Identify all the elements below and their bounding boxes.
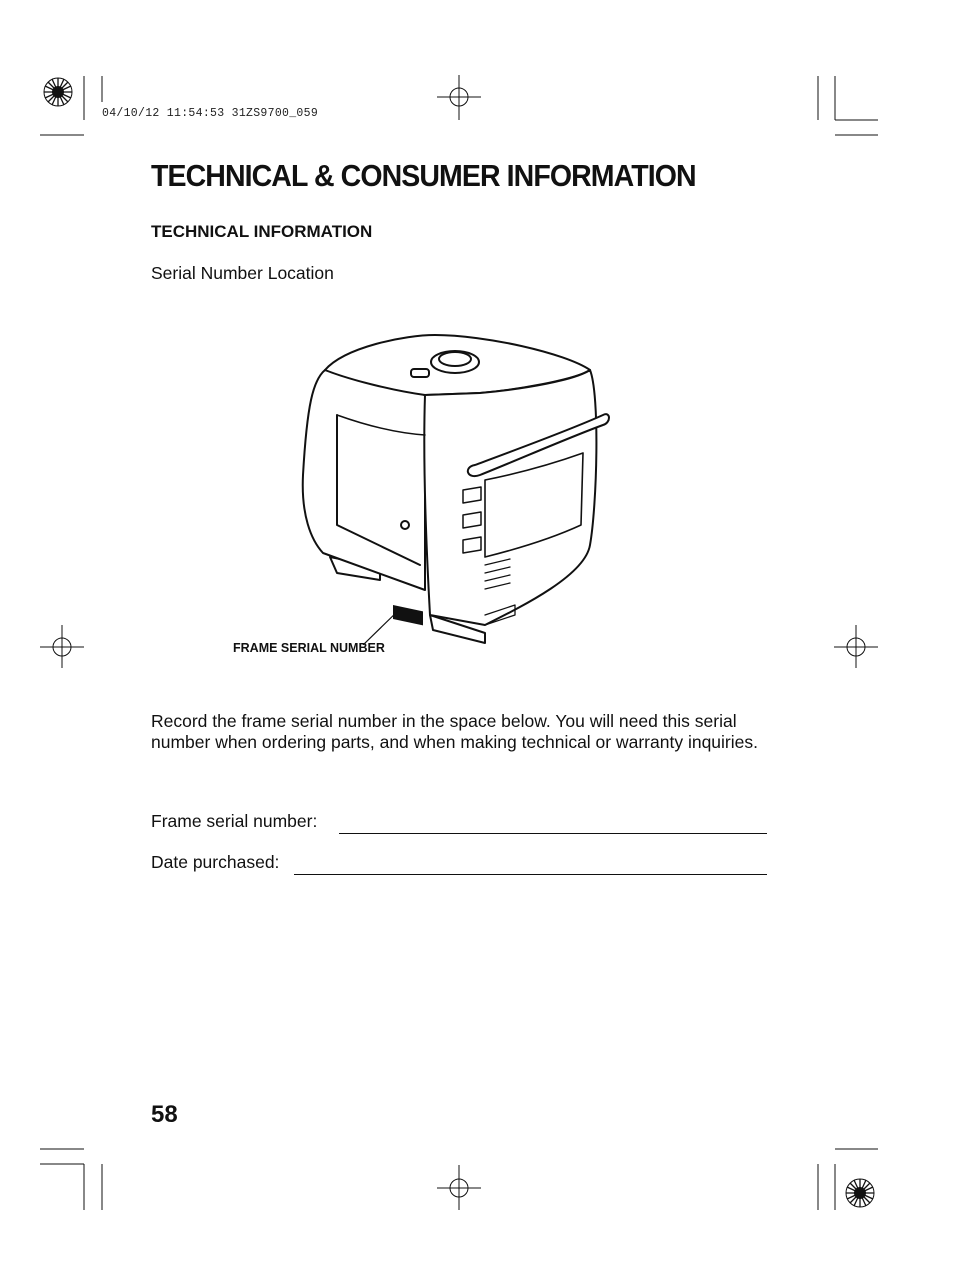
instructions-paragraph: Record the frame serial number in the space below. You will need this serial number when ordering parts, and when making technical or warranty inquiries.: [151, 711, 758, 752]
print-stamp: 04/10/12 11:54:53 31ZS9700_059: [102, 107, 319, 120]
date-purchased-field[interactable]: [151, 851, 771, 875]
blank-line: [339, 833, 767, 834]
subsection-heading: Serial Number Location: [151, 263, 334, 283]
field-label: Frame serial number:: [151, 811, 318, 831]
frame-serial-number-field[interactable]: [151, 810, 771, 834]
page-number: 58: [151, 1101, 178, 1128]
section-heading: TECHNICAL INFORMATION: [151, 222, 373, 241]
page-title: TECHNICAL & CONSUMER INFORMATION: [151, 158, 696, 193]
serial-plate: [393, 605, 423, 625]
generator-illustration: [285, 325, 625, 645]
field-label: Date purchased:: [151, 852, 280, 872]
blank-line: [294, 874, 767, 875]
registration-target-icon: [44, 78, 72, 106]
figure-callout-label: FRAME SERIAL NUMBER: [233, 641, 385, 655]
registration-target-icon: [846, 1179, 874, 1207]
